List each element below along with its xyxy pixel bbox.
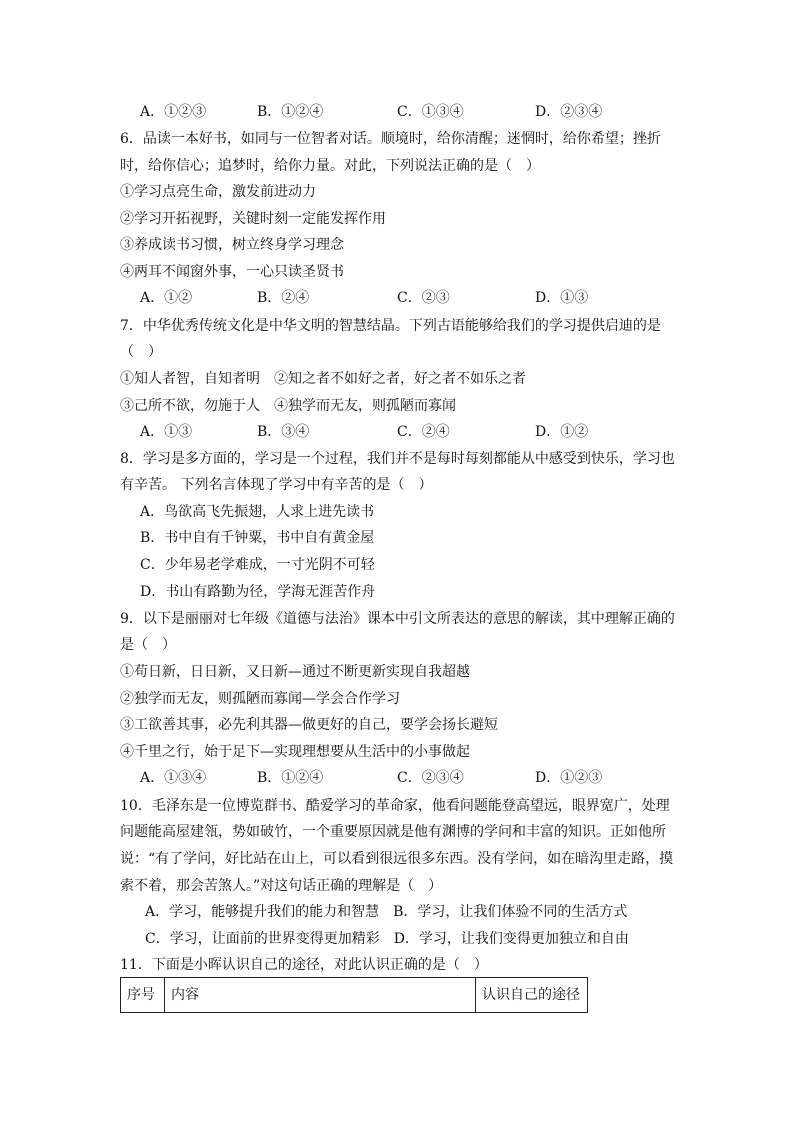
q6-option-b[interactable]: B．②④ [257,290,310,306]
q7-stem-line-2: （ ） [120,344,162,360]
q9-item-2: ②独学而无友，则孤陋而寡闻—学会合作学习 [120,691,400,707]
q10-stem-line-3: 说：“有了学问，好比站在山上，可以看到很远很多东西。没有学问，如在暗沟里走路，摸 [120,851,674,867]
q5-option-a[interactable]: A．①②③ [140,104,207,120]
q7-option-d[interactable]: D．①② [535,424,589,440]
q5-option-b[interactable]: B．①②④ [257,104,324,120]
table-header-content: 内容 [171,987,199,1003]
q6-stem-line-2: 时，给你信心；追梦时，给你力量。对此，下列说法正确的是（ ） [120,158,540,174]
q9-item-1: ①苟日新，日日新，又日新—通过不断更新实现自我超越 [120,664,470,680]
q8-stem-line-1: 8．学习是多方面的，学习是一个过程，我们并不是每时每刻都能从中感受到快乐，学习也 [120,451,675,467]
q5-options [140,102,660,122]
q6-option-a[interactable]: A．①② [140,290,193,306]
q7-items-line-2: ③己所不欲，勿施于人 ④独学而无友，则孤陋而寡闻 [120,398,456,414]
q7-stem-line-1: 7．中华优秀传统文化是中华文明的智慧结晶。下列古语能够给我们的学习提供启迪的是 [120,318,661,334]
q10-stem-line-1: 10．毛泽东是一位博览群书、酷爱学习的革命家，他看问题能登高望远，眼界宽广，处理 [120,798,670,814]
q6-stem-line-1: 6．品读一本好书，如同与一位智者对话。顺境时，给你清醒；迷惘时，给你希望；挫折 [120,131,661,147]
q9-stem-line-2: 是（ ） [120,637,176,653]
q5-option-c[interactable]: C．①③④ [397,104,464,120]
q10-stem-line-2: 问题能高屋建瓴，势如破竹，一个重要原因就是他有渊博的学问和丰富的知识。正如他所 [120,824,666,840]
q7-options [140,422,660,442]
q5-option-d[interactable]: D．②③④ [535,104,603,120]
q9-item-3: ③工欲善其事，必先利其器—做更好的自己，要学会扬长避短 [120,717,498,733]
table-header-number: 序号 [127,987,155,1003]
q6-item-2: ②学习开拓视野，关键时刻一定能发挥作用 [120,211,386,227]
q7-option-b[interactable]: B．③④ [257,424,310,440]
table-header-method: 认识自己的途径 [482,987,580,1003]
q10-options-line-2[interactable]: C．学习，让面前的世界变得更加精彩 D．学习，让我们变得更加独立和自由 [145,931,629,947]
q6-option-c[interactable]: C．②③ [397,290,450,306]
q7-option-a[interactable]: A．①③ [140,424,193,440]
q10-options-line-1[interactable]: A．学习，能够提升我们的能力和智慧 B．学习，让我们体验不同的生活方式 [145,904,628,920]
q9-stem-line-1: 9．以下是丽丽对七年级《道德与法治》课本中引文所表达的意思的解读，其中理解正确的 [120,611,675,627]
q9-option-b[interactable]: B．①②④ [257,770,324,786]
q6-item-1: ①学习点亮生命，激发前进动力 [120,184,316,200]
q10-stem-line-4: 索不着，那会苦煞人。”对这句话正确的理解是（ ） [120,878,443,894]
q8-option-b[interactable]: B．书中自有千钟粟，书中自有黄金屋 [140,530,375,546]
q11-table [120,977,588,1013]
q9-option-a[interactable]: A．①③④ [140,770,207,786]
q7-items-line-1: ①知人者智，自知者明 ②知之者不如好之者，好之者不如乐之者 [120,371,526,387]
q6-option-d[interactable]: D．①③ [535,290,589,306]
q9-option-d[interactable]: D．①②③ [535,770,603,786]
q9-item-4: ④千里之行，始于足下—实现理想要从生活中的小事做起 [120,744,470,760]
q6-options [140,288,660,308]
q9-options [140,768,660,788]
q6-item-4: ④两耳不闻窗外事，一心只读圣贤书 [120,264,344,280]
table-divider [475,978,476,1012]
q8-option-a[interactable]: A．鸟欲高飞先振翅，人求上进先读书 [140,504,375,520]
q8-option-d[interactable]: D．书山有路勤为径，学海无涯苦作舟 [140,584,376,600]
q8-stem-line-2: 有辛苦。 下列名言体现了学习中有辛苦的是（ ） [120,477,433,493]
q8-option-c[interactable]: C．少年易老学难成，一寸光阴不可轻 [140,557,375,573]
table-divider [164,978,165,1012]
q11-stem: 11．下面是小晖认识自己的途径，对此认识正确的是（ ） [120,957,488,973]
q7-option-c[interactable]: C．②④ [397,424,450,440]
q6-item-3: ③养成读书习惯，树立终身学习理念 [120,237,344,253]
q9-option-c[interactable]: C．②③④ [397,770,464,786]
